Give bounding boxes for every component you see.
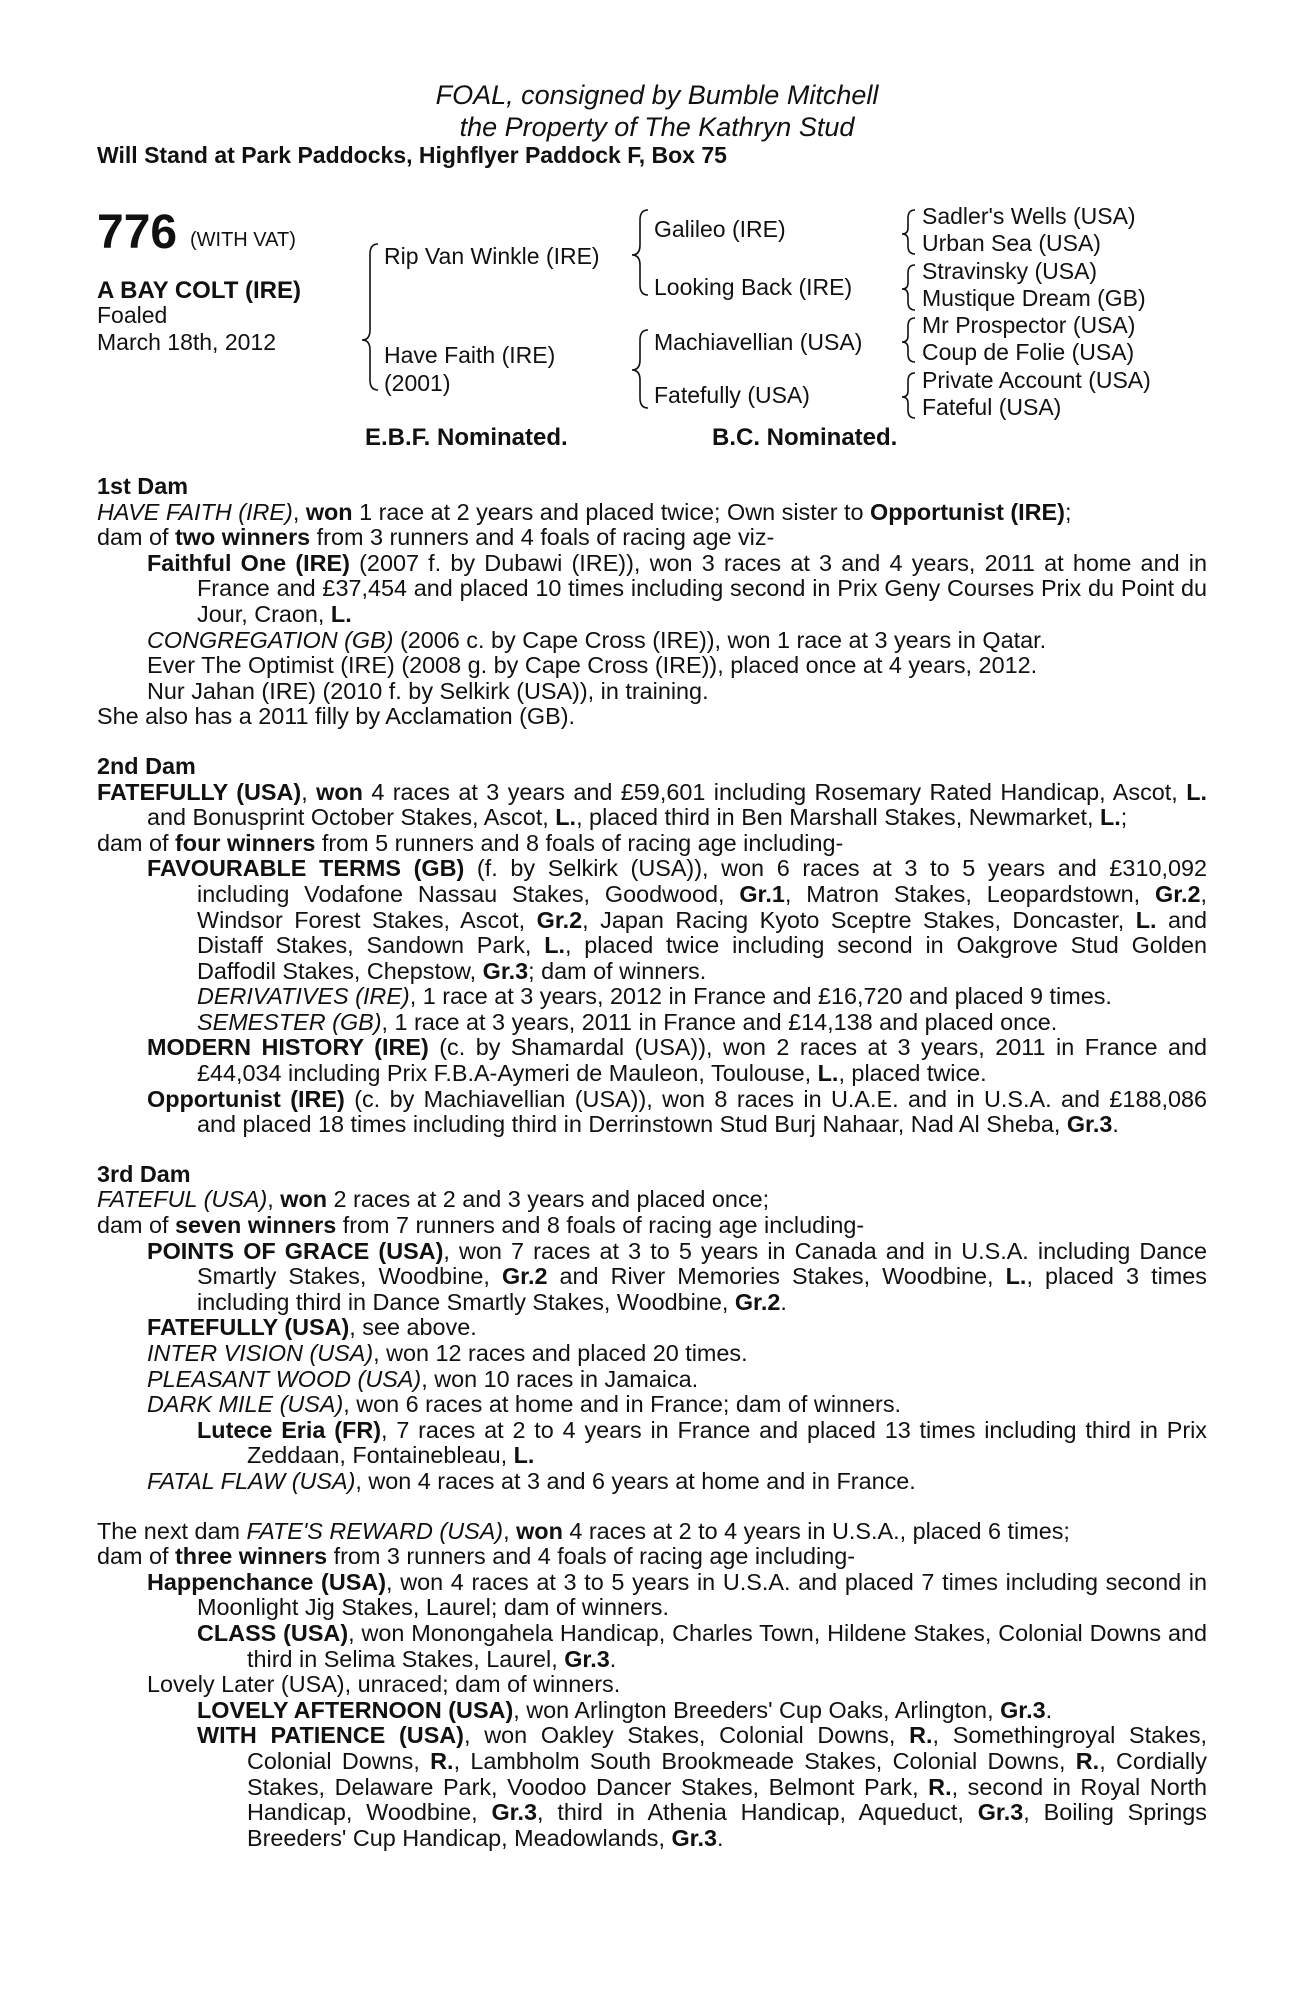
produce-entry: FATAL FLAW (USA), won 4 races at 3 and 6 years at home and in France. (147, 1467, 916, 1494)
vat-label: (WITH VAT) (190, 229, 296, 251)
ebf-nominated: E.B.F. Nominated. (365, 424, 568, 451)
header-line-2: the Property of The Kathryn Stud (459, 112, 855, 142)
dam2-produce: dam of four winners from 5 runners and 8 foals of racing age including- (97, 829, 844, 856)
produce-entry: CLASS (USA), won Monongahela Handicap, Charles Town, Hildene Stakes, Colonial Downs and third in Selima Stakes, Laurel, Gr.3. (197, 1619, 1207, 1672)
dam-sire-dam: Coup de Folie (USA) (922, 339, 1135, 365)
produce-entry: MODERN HISTORY (IRE) (c. by Shamardal (USA)), won 2 races at 3 years, 2011 in France and £44,034 including Prix F.B.A-Aymeri de Mauleon, Toulouse, L., placed twice. (147, 1034, 1208, 1087)
produce-entry: Nur Jahan (IRE) (2010 f. by Selkirk (USA)), in training. (147, 677, 709, 704)
produce-entry: DERIVATIVES (IRE), 1 race at 3 years, 2012 in France and £16,720 and placed 9 times. (197, 983, 1112, 1010)
dam3-para: FATEFUL (USA), won 2 races at 2 and 3 years and placed once; (97, 1186, 770, 1213)
sire-dam: Looking Back (IRE) (654, 274, 853, 300)
dam1-heading: 1st Dam (97, 473, 189, 499)
produce-entry: Happenchance (USA), won 4 races at 3 to 5 years in U.S.A. and placed 7 times including second in Moonlight Jig Stakes, Laurel; dam of winners. (147, 1568, 1207, 1621)
produce-entry: SEMESTER (GB), 1 race at 3 years, 2011 in France and £14,138 and placed once. (197, 1008, 1058, 1035)
dam1-note: She also has a 2011 filly by Acclamation (GB). (97, 703, 576, 730)
dam1-para: HAVE FAITH (IRE), won 1 race at 2 years and placed twice; Own sister to Opportunist (IRE); (97, 498, 1072, 525)
produce-entry: WITH PATIENCE (USA), won Oakley Stakes, Colonial Downs, R., Somethingroyal Stakes, Colonial Downs, R., Lambholm South Brookmeade Stakes, Colonial Downs, R., Cordially Stakes, Delaware Park, Voodoo Dancer Stakes, Belmont Park, R., second in Royal North Handicap, Woodbine, Gr.3, third in Athenia Handicap, Aqueduct, Gr.3, Boiling Springs Breeders' Cup Handicap, Meadowlands, Gr.3. (197, 1722, 1208, 1851)
produce-entry: LOVELY AFTERNOON (USA), won Arlington Breeders' Cup Oaks, Arlington, Gr.3. (197, 1696, 1053, 1723)
sire-sire-sire: Sadler's Wells (USA) (922, 203, 1136, 229)
foaled-label: Foaled (97, 302, 168, 328)
sire: Rip Van Winkle (IRE) (384, 243, 600, 269)
sire-dam-dam: Mustique Dream (GB) (922, 285, 1146, 311)
sire-sire: Galileo (IRE) (654, 216, 786, 242)
foaled-date: March 18th, 2012 (97, 329, 277, 355)
dam-dam: Fatefully (USA) (654, 382, 810, 408)
dam-sire: Machiavellian (USA) (654, 329, 863, 355)
lot-number: 776 (97, 206, 178, 259)
dam-dam-sire: Private Account (USA) (922, 367, 1151, 393)
produce-entry: DARK MILE (USA), won 6 races at home and in France; dam of winners. (147, 1391, 902, 1418)
produce-entry: FATEFULLY (USA), see above. (147, 1314, 477, 1341)
dam3-heading: 3rd Dam (97, 1160, 191, 1187)
produce-entry: PLEASANT WOOD (USA), won 10 races in Jamaica. (147, 1365, 699, 1392)
bc-nominated: B.C. Nominated. (712, 424, 898, 451)
produce-entry: Faithful One (IRE) (2007 f. by Dubawi (IRE)), won 3 races at 3 and 4 years, 2011 at home and in France and £37,454 and placed 10 times including second in Prix Geny Courses Prix du Point du Jour, Craon, L. (147, 549, 1207, 627)
produce-entry: Opportunist (IRE) (c. by Machiavellian (USA)), won 8 races in U.A.E. and in U.S.A. and £188,086 and placed 18 times including third in Derrinstown Stud Burj Nahaar, Nad Al Sheba, Gr.3. (147, 1085, 1207, 1138)
dam1-produce: dam of two winners from 3 runners and 4 foals of racing age viz- (97, 524, 775, 551)
lot-title: A BAY COLT (IRE) (97, 277, 302, 304)
dam-dam-dam: Fateful (USA) (922, 394, 1062, 420)
sire-dam-sire: Stravinsky (USA) (922, 258, 1098, 284)
produce-entry: FAVOURABLE TERMS (GB) (f. by Selkirk (USA)), won 6 races at 3 to 5 years and £310,092 including Vodafone Nassau Stakes, Goodwood, Gr.1, Matron Stakes, Leopardstown, Gr.2, Windsor Forest Stakes, Ascot, Gr.2, Japan Racing Kyoto Sceptre Stakes, Doncaster, L. and Distaff Stakes, Sandown Park, L., placed twice including second in Oakgrove Stud Golden Daffodil Stakes, Chepstow, Gr.3; dam of winners. (147, 855, 1208, 984)
next-dam-para: The next dam FATE'S REWARD (USA), won 4 races at 2 to 4 years in U.S.A., placed 6 times; (97, 1517, 1070, 1544)
header-line-3: Will Stand at Park Paddocks, Highflyer Paddock F, Box 75 (97, 142, 727, 168)
next-dam-produce: dam of three winners from 3 runners and 4 foals of racing age including- (97, 1543, 855, 1570)
produce-entry: CONGREGATION (GB) (2006 c. by Cape Cross (IRE)), won 1 race at 3 years in Qatar. (147, 626, 1047, 653)
produce-entry: Lutece Eria (FR), 7 races at 2 to 4 years in France and placed 13 times including third in Prix Zeddaan, Fontainebleau, L. (197, 1416, 1208, 1469)
produce-entry: Ever The Optimist (IRE) (2008 g. by Cape Cross (IRE)), placed once at 4 years, 2012. (147, 652, 1038, 679)
dam-year: (2001) (384, 370, 451, 396)
dam: Have Faith (IRE) (384, 342, 556, 368)
catalogue-body (97, 474, 1207, 1851)
dam2-heading: 2nd Dam (97, 752, 196, 779)
dam2-para: FATEFULLY (USA), won 4 races at 3 years and £59,601 including Rosemary Rated Handicap, Ascot, L. and Bonusprint October Stakes, Ascot, L., placed third in Ben Marshall Stakes, Newmarket, L.; (97, 778, 1208, 831)
produce-entry: INTER VISION (USA), won 12 races and placed 20 times. (147, 1340, 748, 1366)
produce-entry: Lovely Later (USA), unraced; dam of winners. (147, 1671, 621, 1698)
dam-sire-sire: Mr Prospector (USA) (922, 312, 1136, 338)
sire-sire-dam: Urban Sea (USA) (922, 230, 1101, 256)
produce-entry: POINTS OF GRACE (USA), won 7 races at 3 to 5 years in Canada and in U.S.A. including Dance Smartly Stakes, Woodbine, Gr.2 and River Memories Stakes, Woodbine, L., placed 3 times including third in Dance Smartly Stakes, Woodbine, Gr.2. (147, 1237, 1207, 1315)
dam3-produce: dam of seven winners from 7 runners and 8 foals of racing age including- (97, 1212, 865, 1239)
header-line-1: FOAL, consigned by Bumble Mitchell (435, 80, 879, 110)
